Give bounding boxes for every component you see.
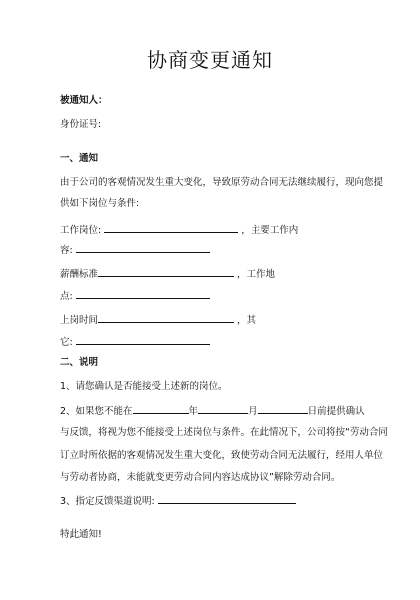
other-line — [60, 334, 210, 350]
explanation-item-2-line: 与劳动者协商，未能就变更劳动合同内容达成协议”解除劳动合同。 — [60, 472, 341, 483]
item2-prefix: 2、如果您不能在 — [60, 406, 133, 417]
start-time-blank[interactable] — [98, 312, 234, 323]
explanation-item-2-line: 订立时所依据的客观情况发生重大变化，致使劳动合同无法履行，经用人单位 — [60, 450, 384, 461]
position-suffix: ，主要工作内 — [241, 225, 299, 236]
work-location-line — [60, 288, 210, 304]
start-time-line — [60, 312, 256, 328]
explanation-item-2-line: 与反馈，将视为您不能接受上述岗位与条件。在此情况下，公司将按“劳动合同 — [60, 427, 388, 438]
year-label: 年 — [188, 406, 199, 417]
start-time-label: 上岗时间 — [60, 315, 99, 326]
explanation-item-1: 1、请您确认是否能接受上述新的岗位。 — [60, 381, 228, 392]
position-line — [60, 222, 298, 238]
id-number-label: 身份证号: — [60, 119, 102, 130]
section-notice-heading: 一、通知 — [60, 153, 99, 164]
salary-line — [60, 266, 275, 282]
closing-text: 特此通知! — [60, 529, 102, 540]
feedback-channel-blank[interactable] — [158, 493, 296, 504]
work-content-label: 容: — [60, 245, 73, 256]
section-explanation-heading: 二、说明 — [60, 357, 99, 368]
item2-suffix: 日前提供确认 — [307, 406, 365, 417]
salary-blank[interactable] — [98, 266, 234, 277]
feedback-channel-label: 3、指定反馈渠道说明: — [60, 496, 155, 507]
document-title: 协商变更通知 — [147, 48, 273, 72]
salary-suffix: ，工作地 — [237, 269, 276, 280]
month-label: 月 — [248, 406, 258, 417]
day-blank[interactable] — [258, 403, 308, 414]
work-location-blank[interactable] — [76, 288, 210, 299]
month-blank[interactable] — [198, 403, 248, 414]
work-content-line — [60, 242, 210, 258]
notice-paragraph-line: 供如下岗位与条件: — [60, 198, 140, 209]
start-time-suffix: ，其 — [237, 315, 257, 326]
explanation-item-2 — [60, 403, 365, 419]
explanation-item-3 — [60, 493, 296, 509]
salary-label: 薪酬标准 — [60, 269, 99, 280]
other-label: 它: — [60, 337, 73, 348]
notice-paragraph-line: 由于公司的客观情况发生重大变化，导致原劳动合同无法继续履行，现向您提 — [60, 177, 384, 188]
position-label: 工作岗位: — [60, 225, 102, 236]
year-blank[interactable] — [133, 403, 189, 414]
recipient-label: 被通知人： — [60, 95, 108, 106]
position-blank[interactable] — [104, 222, 238, 233]
work-content-blank[interactable] — [76, 242, 210, 253]
work-location-label: 点: — [60, 291, 73, 302]
other-blank[interactable] — [76, 334, 210, 345]
